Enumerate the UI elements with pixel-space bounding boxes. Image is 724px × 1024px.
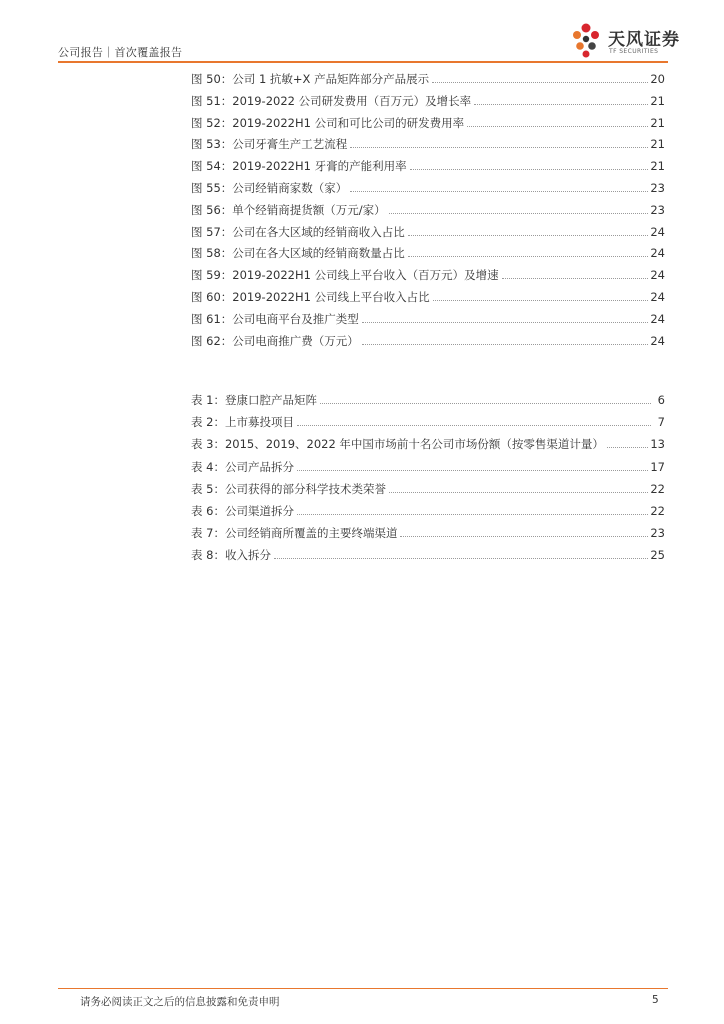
toc-dot-leader [410, 169, 649, 170]
toc-entry[interactable] [191, 522, 665, 540]
toc-dot-leader [389, 492, 648, 493]
toc-entry-title: 图 53：公司牙膏生产工艺流程 [191, 137, 348, 152]
toc-entry[interactable] [191, 330, 665, 348]
toc-entry[interactable] [191, 389, 665, 407]
toc-entry-title: 图 60：2019-2022H1 公司线上平台收入占比 [191, 290, 430, 304]
footer-disclaimer: 请务必阅读正文之后的信息披露和免责申明 [80, 996, 280, 1008]
toc-entry-page: 24 [650, 311, 665, 326]
toc-entry-page: 25 [650, 548, 665, 563]
toc-entry[interactable] [191, 221, 665, 239]
toc-dot-leader [350, 191, 648, 192]
toc-entry[interactable] [191, 456, 665, 474]
toc-entry-title: 表 7：公司经销商所覆盖的主要终端渠道 [191, 526, 398, 541]
toc-entry-page: 7 [657, 415, 665, 430]
toc-entry[interactable] [191, 68, 665, 86]
toc-entry[interactable] [191, 242, 665, 260]
toc-entry-title: 表 4：公司产品拆分 [191, 459, 294, 474]
toc-entry-title: 图 56：单个经销商提货额（万元/家） [191, 202, 386, 217]
toc-entry[interactable] [191, 411, 665, 429]
toc-entry-page: 24 [650, 224, 665, 239]
toc-entry-title: 图 62：公司电商推广费（万元） [191, 333, 359, 348]
toc-entry-page: 23 [650, 181, 665, 195]
toc-entry-title: 表 3：2015、2019、2022 年中国市场前十名公司市场份额（按零售渠道计量） [191, 437, 604, 452]
toc-dot-leader [432, 82, 648, 83]
toc-entry[interactable] [191, 544, 665, 562]
toc-entry-page: 22 [650, 481, 665, 496]
toc-entry-page: 22 [650, 504, 665, 518]
toc-entry-page: 24 [650, 246, 665, 261]
page-header [0, 0, 724, 64]
toc-entry-title: 表 2：上市募投项目 [191, 415, 294, 430]
toc-entry-page: 23 [650, 526, 665, 541]
toc-entry[interactable] [191, 199, 665, 217]
toc-entry-title: 图 52：2019-2022H1 公司和可比公司的研发费用率 [191, 115, 465, 130]
toc-dot-leader [408, 235, 649, 236]
toc-entry-page: 13 [650, 437, 665, 452]
toc-dot-leader [297, 514, 648, 515]
toc-entry-title: 图 57：公司在各大区域的经销商收入占比 [191, 224, 405, 239]
toc-entry[interactable] [191, 155, 665, 173]
toc-dot-leader [474, 104, 648, 105]
footer-divider [58, 988, 668, 989]
toc-entry-page: 24 [650, 290, 665, 304]
toc-entry-page: 21 [650, 93, 665, 108]
toc-entry-title: 图 55：公司经销商家数（家） [191, 181, 348, 195]
toc-dot-leader [362, 344, 649, 345]
toc-dot-leader [350, 147, 648, 148]
toc-entry[interactable] [191, 433, 665, 451]
toc-entry-page: 23 [650, 202, 665, 217]
toc-dot-leader [320, 403, 651, 404]
toc-entry[interactable] [191, 500, 665, 518]
toc-entry-page: 21 [650, 137, 665, 152]
toc-entry-title: 表 8：收入拆分 [191, 548, 271, 563]
page-number: 5 [652, 994, 659, 1006]
toc-entry-title: 图 59：2019-2022H1 公司线上平台收入（百万元）及增速 [191, 268, 499, 283]
company-logo [568, 22, 680, 60]
toc-dot-leader [362, 322, 649, 323]
toc-entry-title: 图 58：公司在各大区域的经销商数量占比 [191, 246, 405, 261]
toc-entry-title: 表 5：公司获得的部分科学技术类荣誉 [191, 481, 386, 496]
toc-entry-page: 21 [650, 159, 665, 174]
toc-dot-leader [408, 256, 649, 257]
toc-dot-leader [389, 213, 649, 214]
report-breadcrumb: 公司报告｜首次覆盖报告 [58, 46, 183, 59]
toc-entry[interactable] [191, 478, 665, 496]
toc-entry-page: 24 [650, 333, 665, 348]
logo-chinese-name: 天风证券 [608, 30, 680, 50]
toc-entry-title: 表 6：公司渠道拆分 [191, 504, 294, 518]
toc-entry-page: 20 [650, 72, 665, 86]
toc-entry[interactable] [191, 286, 665, 304]
toc-entry[interactable] [191, 177, 665, 195]
toc-entry-page: 21 [650, 115, 665, 130]
toc-entry-page: 6 [657, 393, 665, 407]
toc-dot-leader [607, 447, 648, 448]
toc-entry-title: 表 1：登康口腔产品矩阵 [191, 393, 317, 407]
logo-english-name: TF SECURITIES [609, 48, 659, 55]
toc-entry[interactable] [191, 133, 665, 151]
toc-dot-leader [433, 300, 649, 301]
toc-entry-title: 图 54：2019-2022H1 牙膏的产能利用率 [191, 159, 407, 174]
toc-dot-leader [297, 470, 648, 471]
toc-entry[interactable] [191, 308, 665, 326]
toc-entry[interactable] [191, 264, 665, 282]
toc-entry-page: 24 [650, 268, 665, 283]
toc-dot-leader [467, 126, 648, 127]
toc-dot-leader [274, 558, 648, 559]
toc-dot-leader [297, 425, 651, 426]
toc-entry[interactable] [191, 90, 665, 108]
toc-dot-leader [502, 278, 649, 279]
toc-entry-page: 17 [650, 459, 665, 474]
header-divider [58, 61, 668, 63]
logo-flower-icon [568, 22, 608, 60]
toc-entry[interactable] [191, 112, 665, 130]
toc-entry-title: 图 51：2019-2022 公司研发费用（百万元）及增长率 [191, 93, 472, 108]
toc-dot-leader [400, 536, 648, 537]
toc-entry-title: 图 50：公司 1 抗敏+X 产品矩阵部分产品展示 [191, 72, 430, 86]
toc-entry-title: 图 61：公司电商平台及推广类型 [191, 311, 359, 326]
